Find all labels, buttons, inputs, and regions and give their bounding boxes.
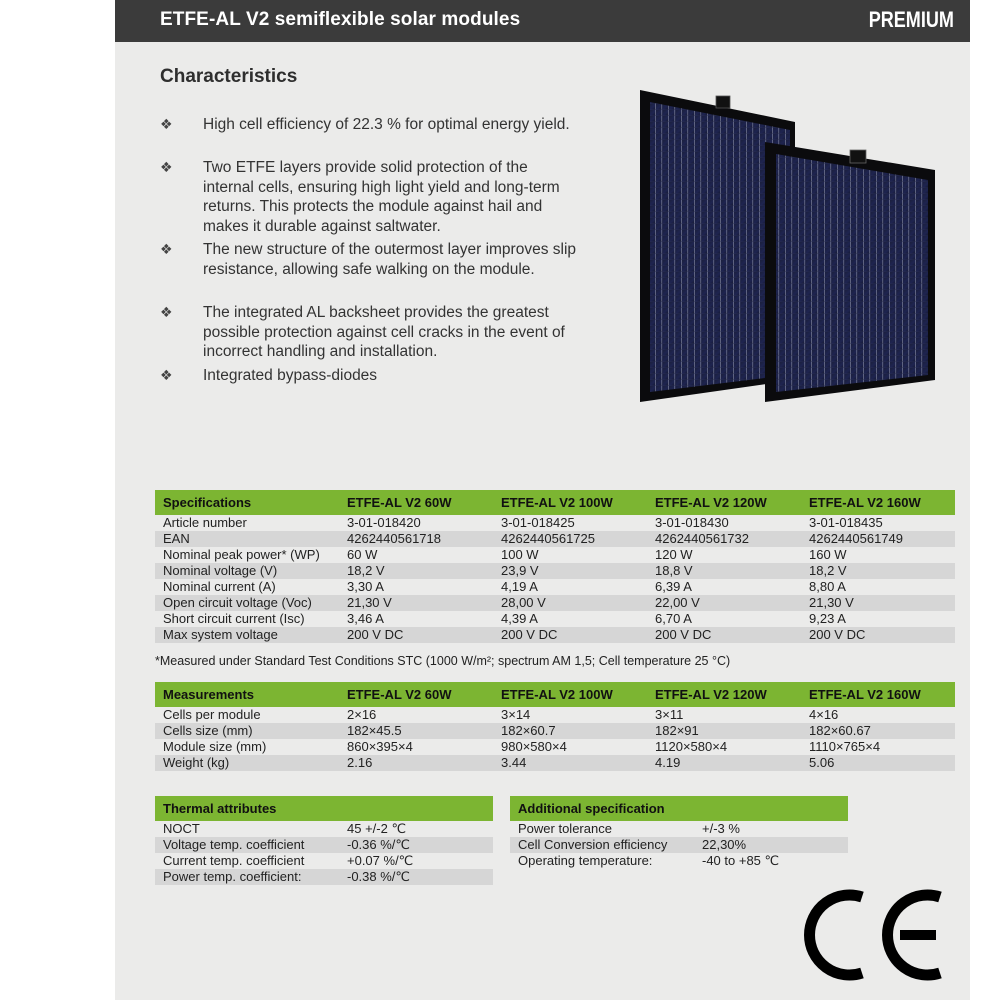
table-cell: 2.16 (339, 755, 493, 771)
table-row (155, 739, 955, 755)
table-row (155, 707, 955, 723)
table-cell: Cells size (mm) (155, 723, 339, 739)
table-cell: Current temp. coefficient (155, 853, 339, 869)
table-cell: 182×60.67 (801, 723, 955, 739)
ce-mark-icon (800, 885, 950, 985)
table-cell: 4262440561732 (647, 531, 801, 547)
bullet-icon: ❖ (160, 159, 173, 175)
table-cell: 1120×580×4 (647, 739, 801, 755)
table-cell: Max system voltage (155, 627, 339, 643)
table-cell: 160 W (801, 547, 955, 563)
table-row (155, 821, 493, 837)
table-cell: Nominal voltage (V) (155, 563, 339, 579)
table-cell: 4×16 (801, 707, 955, 723)
bullet-icon: ❖ (160, 367, 173, 383)
bullet-icon: ❖ (160, 304, 173, 320)
table-cell: 60 W (339, 547, 493, 563)
table-cell: 3×11 (647, 707, 801, 723)
table-header-cell: ETFE-AL V2 160W (801, 682, 955, 707)
table-cell: 120 W (647, 547, 801, 563)
table-row (155, 853, 493, 869)
table-cell: 6,70 A (647, 611, 801, 627)
table-cell: 8,80 A (801, 579, 955, 595)
table-cell: Operating temperature: (510, 853, 694, 869)
table-cell: Power temp. coefficient: (155, 869, 339, 885)
bullet-text: The integrated AL backsheet provides the greatest possible protection against cell cracks in the event of incorrect handling and installation. (203, 304, 565, 360)
table-cell: 21,30 V (339, 595, 493, 611)
bullet-text: The new structure of the outermost layer improves slip resistance, allowing safe walking on the module. (203, 241, 577, 278)
table-cell: -0.36 %/℃ (339, 837, 493, 853)
table-cell: 1110×765×4 (801, 739, 955, 755)
table-header-cell: Measurements (155, 682, 339, 707)
table-row (155, 547, 955, 563)
table-cell: Cell Conversion efficiency (510, 837, 694, 853)
table-cell: 3-01-018425 (493, 515, 647, 531)
table-cell: 22,00 V (647, 595, 801, 611)
table-cell: 18,2 V (339, 563, 493, 579)
table-row (155, 869, 493, 885)
table-cell: 3,30 A (339, 579, 493, 595)
table-cell: 200 V DC (801, 627, 955, 643)
table-cell: Weight (kg) (155, 755, 339, 771)
table-cell: Nominal current (A) (155, 579, 339, 595)
additional-specification-table (510, 796, 848, 869)
table-header-cell: ETFE-AL V2 60W (339, 682, 493, 707)
table-cell: +0.07 %/℃ (339, 853, 493, 869)
table-cell: 200 V DC (339, 627, 493, 643)
table-cell: Cells per module (155, 707, 339, 723)
thermal-attributes-table (155, 796, 493, 885)
table-row (155, 627, 955, 643)
table-header-cell: ETFE-AL V2 120W (647, 490, 801, 515)
table-cell: 22,30% (694, 837, 848, 853)
table-cell: 4,39 A (493, 611, 647, 627)
table-cell: 6,39 A (647, 579, 801, 595)
table-header-cell: ETFE-AL V2 160W (801, 490, 955, 515)
table-cell: 4,19 A (493, 579, 647, 595)
table-cell: Voltage temp. coefficient (155, 837, 339, 853)
document-title: ETFE-AL V2 semiflexible solar modules (160, 9, 521, 30)
table-cell: Article number (155, 515, 339, 531)
stc-footnote: *Measured under Standard Test Conditions STC (1000 W/m²; spectrum AM 1,5; Cell temperature 25 °C) (155, 654, 731, 668)
table-cell: 23,9 V (493, 563, 647, 579)
table-cell: EAN (155, 531, 339, 547)
table-cell: 980×580×4 (493, 739, 647, 755)
bullet-icon: ❖ (160, 241, 173, 257)
table-cell: 200 V DC (647, 627, 801, 643)
bullet-icon: ❖ (160, 116, 173, 132)
bullet-text: Integrated bypass-diodes (203, 367, 378, 384)
table-cell: Power tolerance (510, 821, 694, 837)
table-cell: 182×45.5 (339, 723, 493, 739)
table-cell: 4262440561718 (339, 531, 493, 547)
table-cell: 3.44 (493, 755, 647, 771)
table-cell: 21,30 V (801, 595, 955, 611)
premium-badge: PREMIUM (868, 7, 954, 32)
table-header-cell: Thermal attributes (155, 796, 493, 821)
table-cell: +/-3 % (694, 821, 848, 837)
table-cell: 3×14 (493, 707, 647, 723)
table-cell: 5.06 (801, 755, 955, 771)
table-row (510, 821, 848, 837)
table-row (155, 755, 955, 771)
table-row (155, 595, 955, 611)
table-cell: 100 W (493, 547, 647, 563)
table-cell: NOCT (155, 821, 339, 837)
table-cell: 3,46 A (339, 611, 493, 627)
table-row (155, 563, 955, 579)
table-cell: 3-01-018420 (339, 515, 493, 531)
table-cell: 4.19 (647, 755, 801, 771)
table-row (155, 723, 955, 739)
table-header-row (510, 796, 848, 821)
table-cell: 200 V DC (493, 627, 647, 643)
table-header-cell: ETFE-AL V2 100W (493, 490, 647, 515)
table-cell: 18,8 V (647, 563, 801, 579)
table-cell: Open circuit voltage (Voc) (155, 595, 339, 611)
table-row (155, 531, 955, 547)
table-row (510, 837, 848, 853)
title-bar (115, 0, 970, 42)
table-cell: -0.38 %/℃ (339, 869, 493, 885)
bullet-text: Two ETFE layers provide solid protection of the internal cells, ensuring high light yield and long-term returns. This protects the module against hail and makes it durable against saltwater. (203, 159, 560, 235)
table-row (510, 853, 848, 869)
table-cell: 2×16 (339, 707, 493, 723)
characteristics-heading: Characteristics (160, 66, 298, 87)
specifications-table (155, 490, 955, 643)
table-header-cell: ETFE-AL V2 60W (339, 490, 493, 515)
table-row (155, 611, 955, 627)
table-header-cell: ETFE-AL V2 100W (493, 682, 647, 707)
measurements-table (155, 682, 955, 771)
table-cell: 3-01-018430 (647, 515, 801, 531)
table-cell: 18,2 V (801, 563, 955, 579)
table-cell: 3-01-018435 (801, 515, 955, 531)
table-row (155, 579, 955, 595)
table-cell: Nominal peak power* (WP) (155, 547, 339, 563)
table-cell: 45 +/-2 ℃ (339, 821, 493, 837)
solar-panels-image (630, 80, 950, 410)
table-header-row (155, 796, 493, 821)
table-header-cell: Additional specification (510, 796, 848, 821)
table-header-row (155, 490, 955, 515)
table-cell: -40 to +85 ℃ (694, 853, 848, 869)
table-header-row (155, 682, 955, 707)
bullet-text: High cell efficiency of 22.3 % for optimal energy yield. (203, 116, 570, 133)
table-row (155, 515, 955, 531)
table-cell: 4262440561749 (801, 531, 955, 547)
table-header-cell: ETFE-AL V2 120W (647, 682, 801, 707)
table-cell: 4262440561725 (493, 531, 647, 547)
table-header-cell: Specifications (155, 490, 339, 515)
table-cell: 28,00 V (493, 595, 647, 611)
table-cell: 860×395×4 (339, 739, 493, 755)
table-cell: Module size (mm) (155, 739, 339, 755)
table-cell: Short circuit current (Isc) (155, 611, 339, 627)
table-cell: 182×60.7 (493, 723, 647, 739)
table-row (155, 837, 493, 853)
table-cell: 9,23 A (801, 611, 955, 627)
table-cell: 182×91 (647, 723, 801, 739)
